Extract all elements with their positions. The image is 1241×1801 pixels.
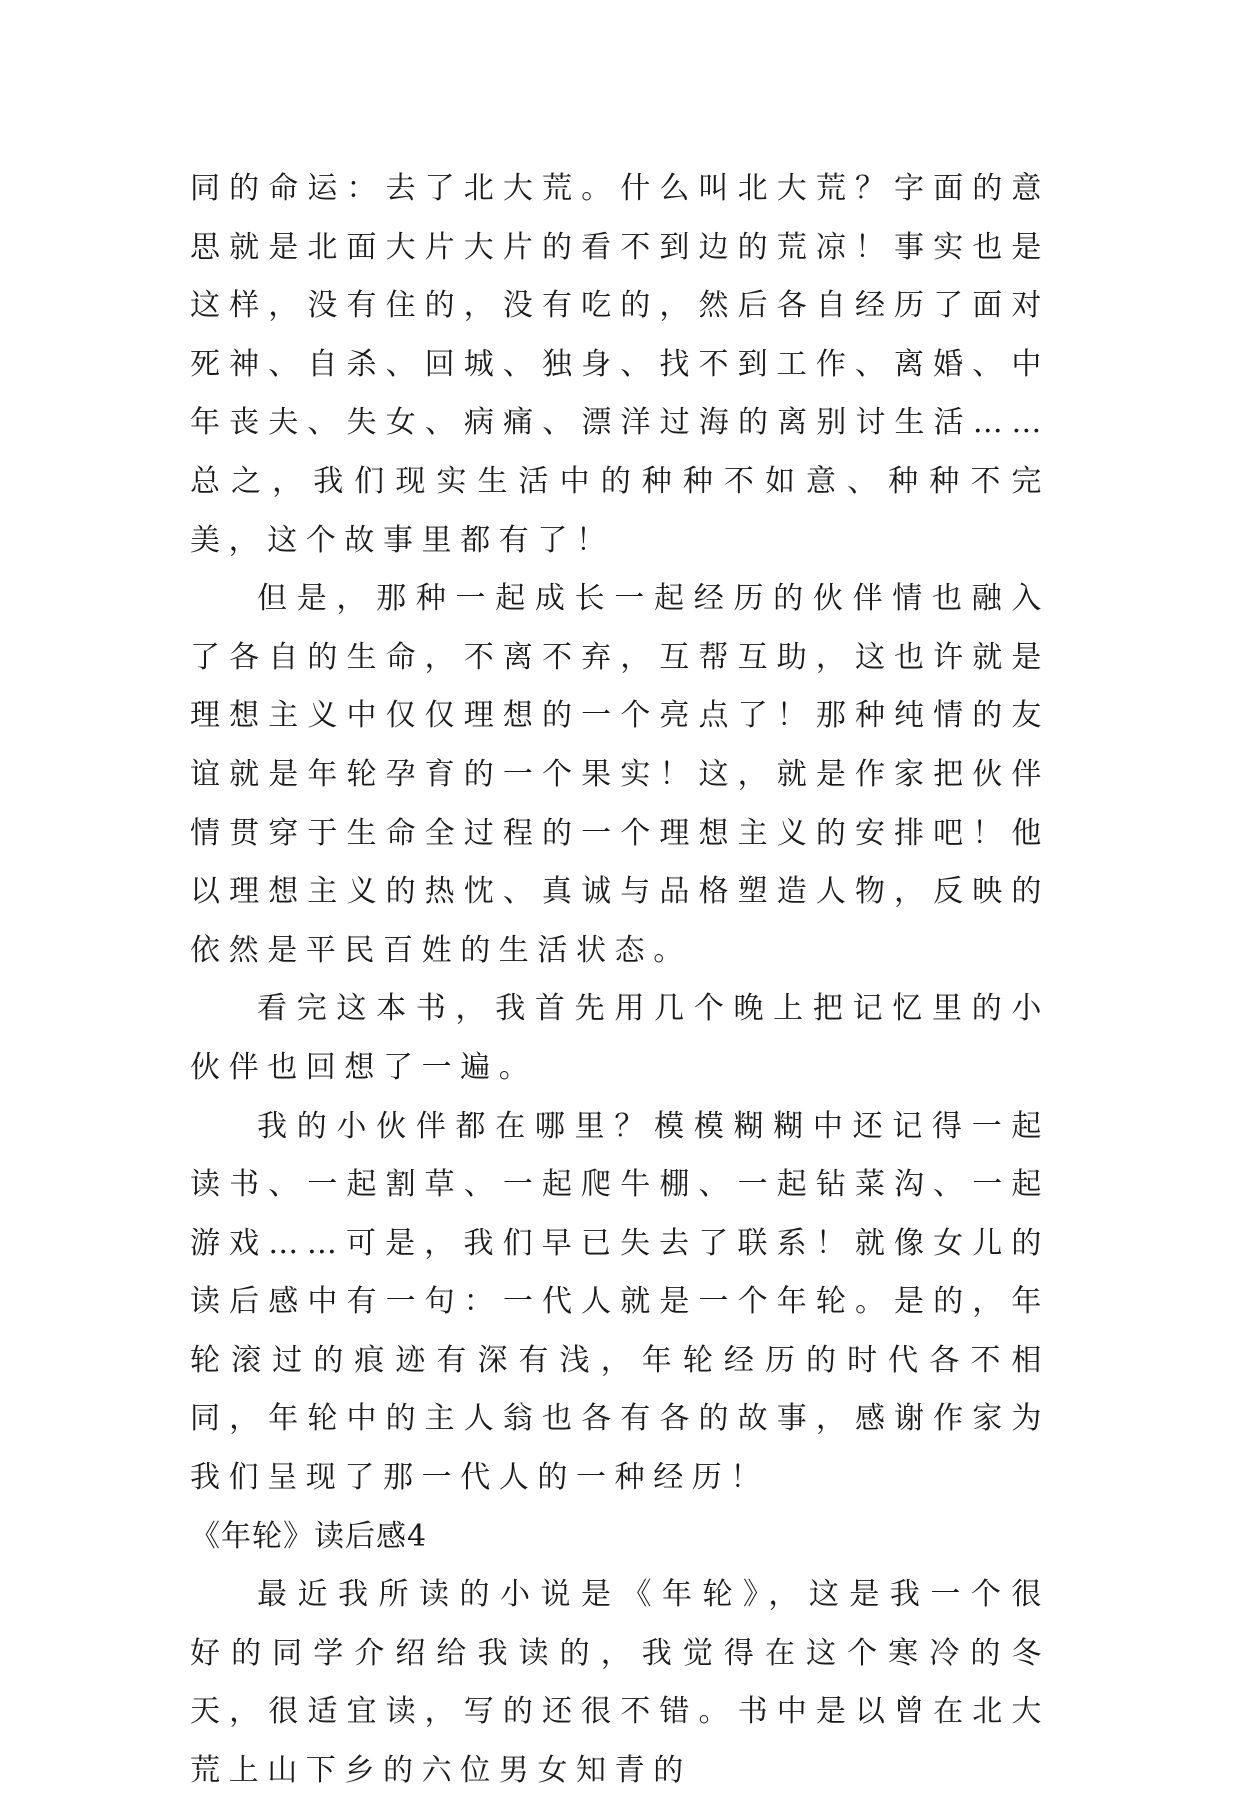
paragraph-2: 但是，那种一起成长一起经历的伙伴情也融入了各自的生命，不离不弃，互帮互助，这也许就是理想主义中仅仅理想的一个亮点了！那种纯情的友谊就是年轮孕育的一个果实！这，就是作家把伙伴情贯穿于生命全过程的一个理想主义的安排吧！他以理想主义的热忱、真诚与品格塑造人物，反映的依然是平民百姓的生活状态。 — [190, 581, 1050, 968]
paragraph-3: 看完这本书，我首先用几个晚上把记忆里的小伙伴也回想了一遍。 — [190, 991, 1050, 1085]
document-page — [190, 160, 1050, 1801]
paragraph-4: 我的小伙伴都在哪里？模模糊糊中还记得一起读书、一起割草、一起爬牛棚、一起钻菜沟、一起游戏……可是，我们早已失去了联系！就像女儿的读后感中有一句：一代人就是一个年轮。是的，年轮滚过的痕迹有深有浅，年轮经历的时代各不相同，年轮中的主人翁也各有各的故事，感谢作家为我们呈现了那一代人的一种经历！ — [190, 1108, 1050, 1496]
paragraph-5: 最近我所读的小说是《年轮》，这是我一个很好的同学介绍给我读的，我觉得在这个寒冷的冬天，很适宜读，写的还很不错。书中是以曾在北大荒上山下乡的六位男女知青的 — [190, 1577, 1050, 1789]
section-heading: 《年轮》读后感4 — [190, 1518, 428, 1554]
paragraph-1: 同的命运：去了北大荒。什么叫北大荒？字面的意思就是北面大片大片的看不到边的荒凉！事实也是这样，没有住的，没有吃的，然后各自经历了面对死神、自杀、回城、独身、找不到工作、离婚、中年丧夫、失女、病痛、漂洋过海的离别讨生活……总之，我们现实生活中的种种不如意、种种不完美，这个故事里都有了！ — [190, 171, 1050, 558]
